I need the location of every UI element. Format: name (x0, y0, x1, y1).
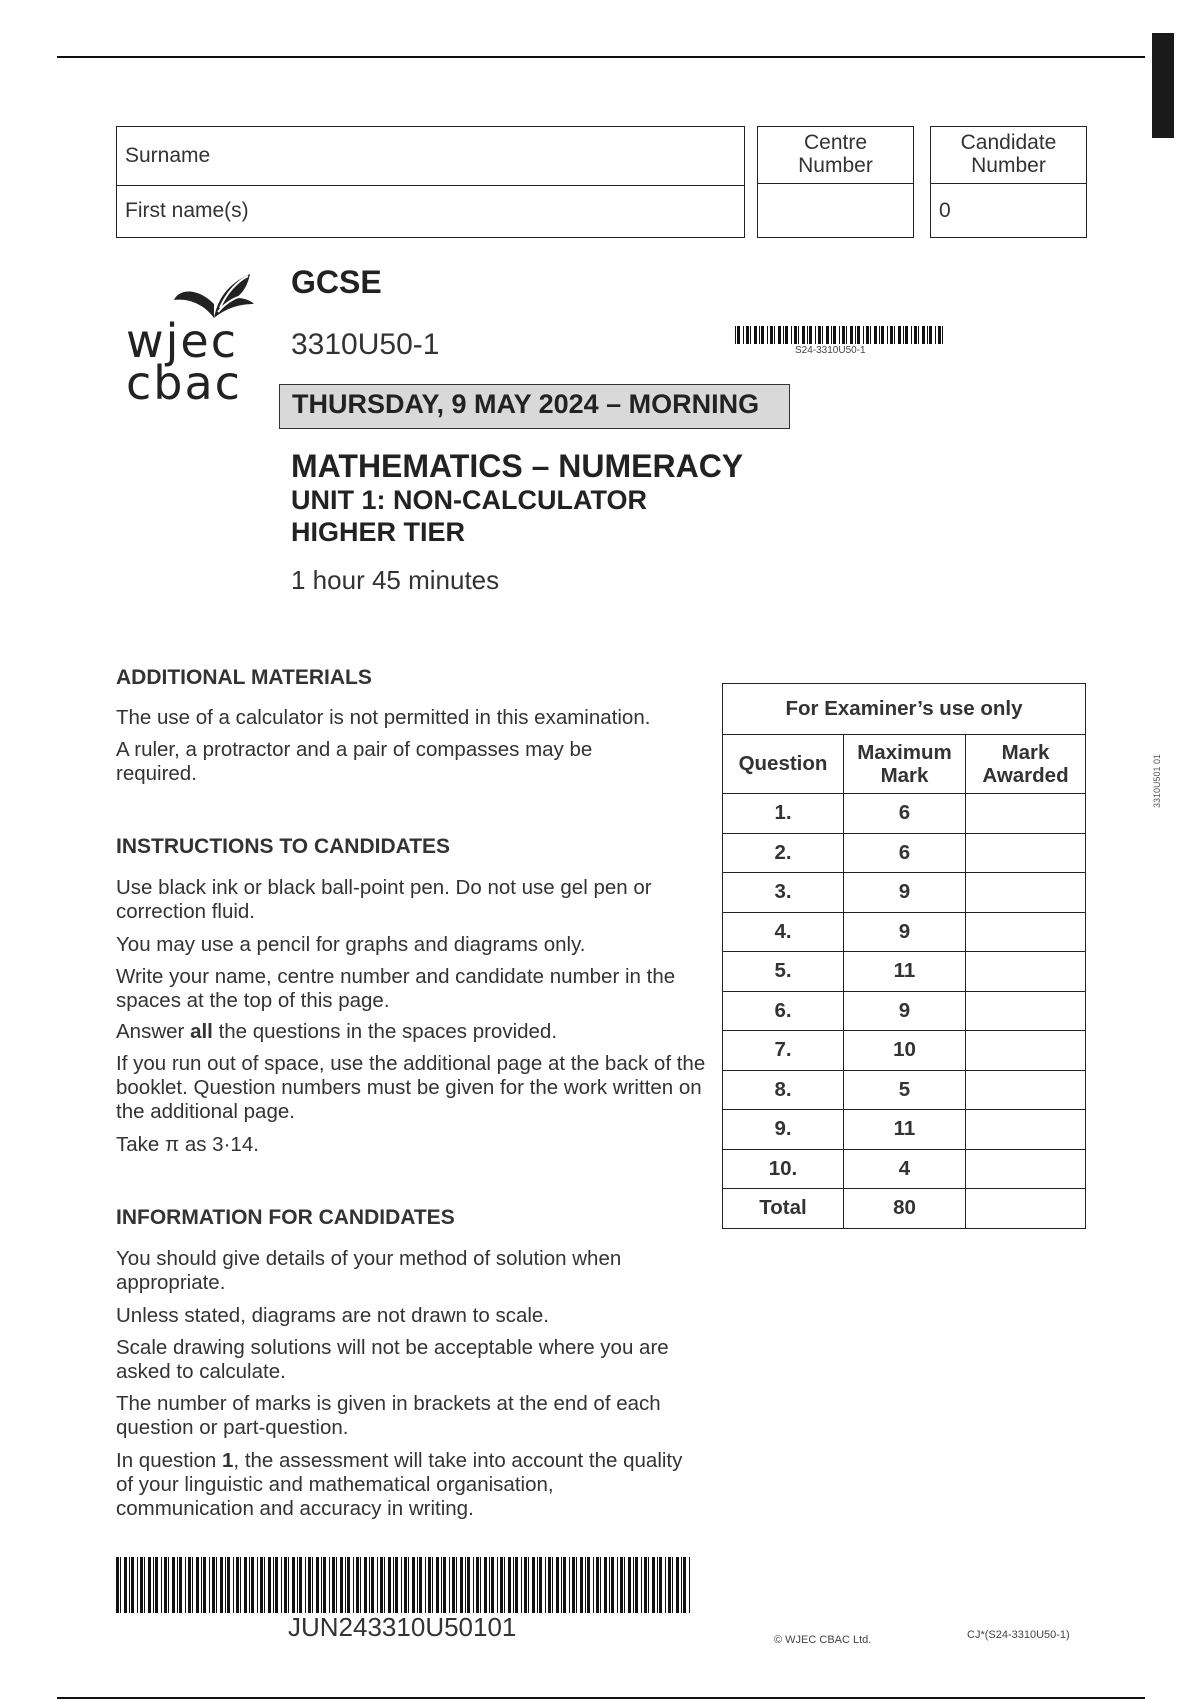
maximum-mark: 6 (844, 833, 966, 873)
reference-code: CJ*(S24-3310U50-1) (967, 1629, 1070, 1641)
information-line-3: Scale drawing solutions will not be acceptable where you are asked to calculate. (116, 1336, 669, 1383)
additional-materials-line-1: The use of a calculator is not permitted in this examination. (116, 706, 651, 729)
centre-number-box (757, 126, 914, 238)
subject-title: MATHEMATICS – NUMERACY (291, 448, 744, 484)
maximum-mark: 5 (844, 1070, 966, 1110)
table-row (723, 1070, 1086, 1110)
copyright: © WJEC CBAC Ltd. (774, 1634, 872, 1646)
question-number: 6. (723, 991, 844, 1031)
table-row (723, 1031, 1086, 1071)
qualification: GCSE (291, 264, 382, 300)
table-row (723, 794, 1086, 834)
table-row (723, 833, 1086, 873)
instruction-line-5: If you run out of space, use the additional page at the back of the booklet. Question numbers must be given for the work written on the additional page. (116, 1052, 706, 1123)
maximum-mark: 9 (844, 873, 966, 913)
mark-awarded-cell[interactable] (966, 991, 1086, 1031)
logo-line-1: wjec (126, 314, 238, 368)
small-barcode (735, 326, 950, 344)
information-line-5: In question 1, the assessment will take into account the quality of your linguistic and mathematical organisation, communication and accuracy in writing. (116, 1449, 683, 1520)
instruction-line-3: Write your name, centre number and candidate number in the spaces at the top of this page. (116, 965, 676, 1012)
tier-title: HIGHER TIER (291, 517, 466, 547)
instructions-heading: INSTRUCTIONS TO CANDIDATES (116, 835, 451, 858)
instruction-line-6: Take π as 3·14. (116, 1133, 259, 1156)
question-number: 3. (723, 873, 844, 913)
mark-awarded-cell[interactable] (966, 1031, 1086, 1071)
name-box (116, 126, 745, 238)
mark-awarded-cell[interactable] (966, 794, 1086, 834)
surname-field[interactable] (117, 127, 744, 186)
additional-materials-heading: ADDITIONAL MATERIALS (116, 666, 372, 689)
total-label: Total (723, 1189, 844, 1229)
total-row (723, 1189, 1086, 1229)
candidate-number-prefix: 0 (939, 199, 951, 222)
small-barcode-text: S24-3310U50-1 (795, 345, 866, 356)
paper-code: 3310U50-1 (291, 328, 440, 361)
book-icon (174, 268, 254, 320)
information-line-1: You should give details of your method of solution when appropriate. (116, 1247, 622, 1294)
table-row (723, 912, 1086, 952)
maximum-mark: 9 (844, 991, 966, 1031)
maximum-mark: 4 (844, 1149, 966, 1189)
information-heading: INFORMATION FOR CANDIDATES (116, 1206, 455, 1229)
question-number: 8. (723, 1070, 844, 1110)
col-awarded: Mark Awarded (966, 735, 1086, 794)
first-name-field[interactable] (117, 186, 744, 237)
table-row (723, 952, 1086, 992)
edge-tab-marker (1152, 33, 1174, 138)
maximum-mark: 10 (844, 1031, 966, 1071)
first-name-label: First name(s) (125, 199, 249, 222)
candidate-number-label: Candidate Number (931, 127, 1086, 184)
question-number: 9. (723, 1110, 844, 1150)
question-number: 10. (723, 1149, 844, 1189)
mark-awarded-cell[interactable] (966, 873, 1086, 913)
maximum-mark: 11 (844, 1110, 966, 1150)
instruction-line-2: You may use a pencil for graphs and diagrams only. (116, 933, 586, 956)
bottom-rule (57, 1697, 1145, 1699)
table-row (723, 991, 1086, 1031)
instruction-line-1: Use black ink or black ball-point pen. Do not use gel pen or correction fluid. (116, 876, 652, 923)
question-number: 2. (723, 833, 844, 873)
top-rule (57, 56, 1145, 58)
centre-number-field[interactable] (758, 184, 913, 237)
question-number: 5. (723, 952, 844, 992)
main-barcode (116, 1557, 696, 1613)
wjec-cbac-logo (126, 268, 256, 408)
main-barcode-text: JUN243310U50101 (288, 1612, 517, 1642)
mark-awarded-cell[interactable] (966, 1149, 1086, 1189)
mark-awarded-cell[interactable] (966, 833, 1086, 873)
exam-date: THURSDAY, 9 MAY 2024 – MORNING (279, 384, 790, 429)
table-row (723, 1149, 1086, 1189)
mark-awarded-cell[interactable] (966, 912, 1086, 952)
duration: 1 hour 45 minutes (291, 565, 500, 595)
candidate-number-box (930, 126, 1087, 238)
additional-materials-line-2: A ruler, a protractor and a pair of compasses may be required. (116, 738, 593, 785)
col-question: Question (723, 735, 844, 794)
mark-awarded-cell[interactable] (966, 1070, 1086, 1110)
side-code: 3310U501 01 (1152, 753, 1162, 808)
table-row (723, 1110, 1086, 1150)
information-line-4: The number of marks is given in brackets at the end of each question or part-question. (116, 1392, 661, 1439)
surname-label: Surname (125, 144, 211, 167)
examiner-table-title: For Examiner’s use only (723, 684, 1086, 735)
col-max: Maximum Mark (844, 735, 966, 794)
question-number: 4. (723, 912, 844, 952)
information-line-2: Unless stated, diagrams are not drawn to scale. (116, 1304, 549, 1327)
question-number: 7. (723, 1031, 844, 1071)
mark-awarded-cell[interactable] (966, 1110, 1086, 1150)
logo-line-2: cbac (126, 356, 242, 410)
total-awarded-cell[interactable] (966, 1189, 1086, 1229)
candidate-number-field[interactable] (931, 184, 1086, 237)
centre-number-label: Centre Number (758, 127, 913, 184)
question-number: 1. (723, 794, 844, 834)
maximum-mark: 6 (844, 794, 966, 834)
mark-awarded-cell[interactable] (966, 952, 1086, 992)
instruction-line-4: Answer all the questions in the spaces provided. (116, 1020, 558, 1043)
examiner-table (722, 683, 1086, 1229)
total-value: 80 (844, 1189, 966, 1229)
unit-title: UNIT 1: NON-CALCULATOR (291, 485, 647, 515)
table-row (723, 873, 1086, 913)
maximum-mark: 11 (844, 952, 966, 992)
maximum-mark: 9 (844, 912, 966, 952)
